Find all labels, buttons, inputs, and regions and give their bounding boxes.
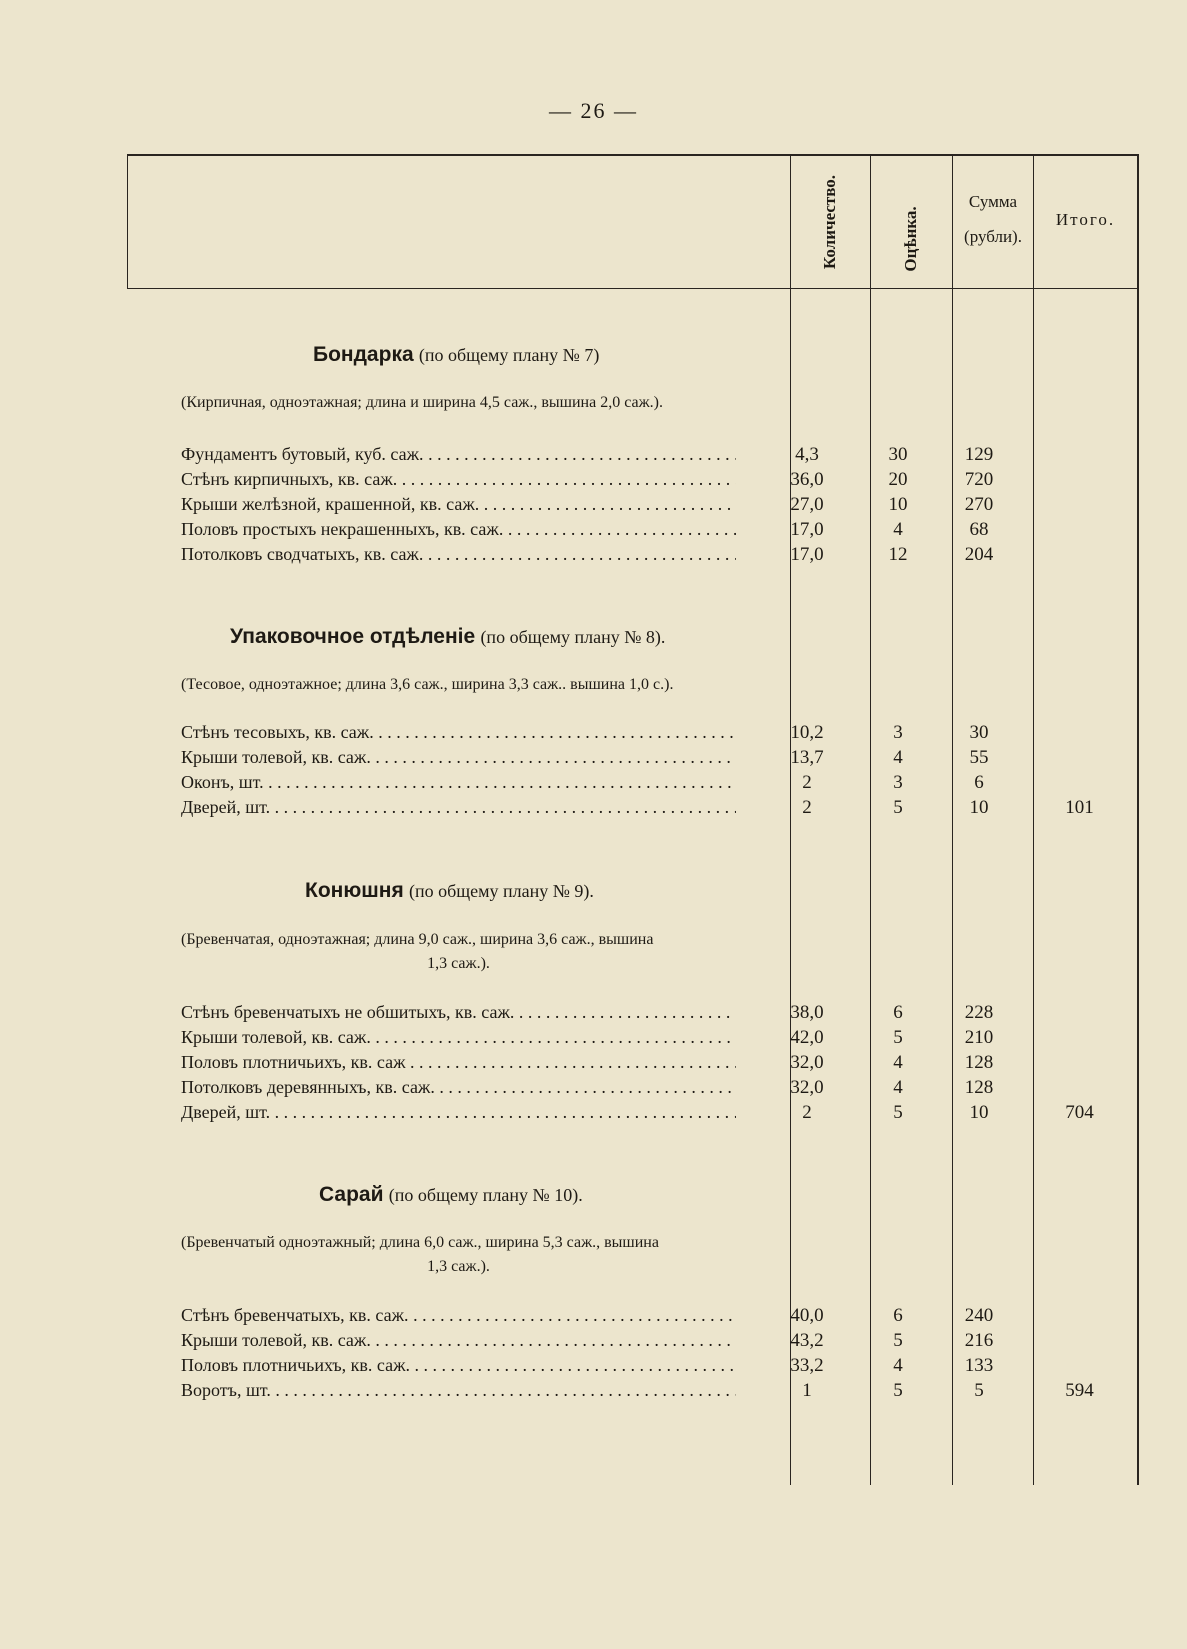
row-qty: 17,0 [790, 544, 824, 565]
row-rate: 5 [893, 1380, 903, 1401]
section-description: (Бревенчатая, одноэтажная; длина 9,0 саж., ширина 3,6 саж., вышина [181, 931, 654, 948]
row-rate: 6 [893, 1305, 903, 1326]
table-row [127, 544, 1139, 569]
row-rate: 4 [893, 1355, 903, 1376]
row-rate: 3 [893, 722, 903, 743]
row-qty: 42,0 [790, 1027, 824, 1048]
row-qty: 36,0 [790, 469, 824, 490]
row-sum: 68 [969, 519, 989, 540]
row-rate: 5 [893, 1102, 903, 1123]
estimate-table [127, 154, 1139, 1485]
header-quantity: Количество. [820, 174, 839, 270]
row-sum: 10 [969, 1102, 989, 1123]
table-left-border [127, 154, 128, 288]
row-rate: 5 [893, 1330, 903, 1351]
row-label: Половъ плотничьихъ, кв. саж. . . . [181, 1355, 736, 1376]
row-label: Оконъ, шт. . . . [181, 772, 736, 793]
row-total: 101 [1065, 797, 1094, 818]
table-row [127, 1052, 1139, 1077]
row-rate: 12 [888, 544, 908, 565]
section-name: Конюшня [305, 879, 404, 902]
row-rate: 4 [893, 1052, 903, 1073]
table-row [127, 1077, 1139, 1102]
section-name: Бондарка [313, 343, 414, 366]
row-rate: 4 [893, 519, 903, 540]
row-sum: 10 [969, 797, 989, 818]
row-qty: 38,0 [790, 1002, 824, 1023]
section-title [319, 1182, 583, 1207]
row-rate: 5 [893, 797, 903, 818]
table-row [127, 1355, 1139, 1380]
row-sum: 270 [964, 494, 994, 515]
table-row [127, 1330, 1139, 1355]
table-row [127, 747, 1139, 772]
row-qty: 2 [802, 797, 812, 818]
row-sum: 5 [974, 1380, 984, 1401]
row-label: Крыши толевой, кв. саж. . . . [181, 1027, 736, 1048]
row-rate: 3 [893, 772, 903, 793]
row-sum: 128 [964, 1077, 994, 1098]
row-sum: 720 [964, 469, 994, 490]
row-sum: 6 [974, 772, 984, 793]
row-sum: 228 [964, 1002, 994, 1023]
section-plan: (по общему плану № 10). [388, 1185, 583, 1205]
row-qty: 17,0 [790, 519, 824, 540]
row-label: Крыши желѣзной, крашенной, кв. саж. . . . [181, 494, 736, 515]
row-qty: 27,0 [790, 494, 824, 515]
row-sum: 133 [964, 1355, 994, 1376]
section-plan: (по общему плану № 9). [408, 881, 594, 901]
row-label: Половъ плотничьихъ, кв. саж . . . [181, 1052, 736, 1073]
table-row [127, 444, 1139, 469]
row-label: Стѣнъ тесовыхъ, кв. саж. . . . [181, 722, 736, 743]
row-label: Фундаментъ бутовый, куб. саж. . . . [181, 444, 736, 465]
row-sum: 240 [964, 1305, 994, 1326]
table-row [127, 1002, 1139, 1027]
row-label: Стѣнъ бревенчатыхъ, кв. саж. . . . [181, 1305, 736, 1326]
row-qty: 10,2 [790, 722, 824, 743]
row-qty: 2 [802, 1102, 812, 1123]
table-row [127, 797, 1139, 822]
header-valuation: Оцѣнка. [901, 206, 920, 272]
section-name: Сарай [319, 1183, 384, 1206]
row-total: 704 [1065, 1102, 1094, 1123]
row-qty: 2 [802, 772, 812, 793]
row-qty: 33,2 [790, 1355, 824, 1376]
row-total: 594 [1065, 1380, 1094, 1401]
row-rate: 5 [893, 1027, 903, 1048]
section-plan: (по общему плану № 8). [480, 627, 666, 647]
row-label: Крыши толевой, кв. саж. . . . [181, 1330, 736, 1351]
table-row [127, 469, 1139, 494]
table-row [127, 494, 1139, 519]
row-rate: 20 [888, 469, 908, 490]
table-top-border [127, 154, 1139, 156]
row-qty: 1 [802, 1380, 812, 1401]
row-qty: 40,0 [790, 1305, 824, 1326]
section-plan: (по общему плану № 7) [418, 345, 600, 365]
table-row [127, 1102, 1139, 1127]
header-sum-line2: (рубли). [964, 227, 1022, 246]
table-row [127, 772, 1139, 797]
row-sum: 129 [964, 444, 994, 465]
table-row [127, 1027, 1139, 1052]
section-description-cont: 1,3 саж.). [427, 955, 490, 972]
row-sum: 30 [969, 722, 989, 743]
table-row [127, 1380, 1139, 1405]
row-rate: 6 [893, 1002, 903, 1023]
row-sum: 55 [969, 747, 989, 768]
row-label: Потолковъ сводчатыхъ, кв. саж. . . . [181, 544, 736, 565]
row-qty: 13,7 [790, 747, 824, 768]
row-sum: 128 [964, 1052, 994, 1073]
section-description: (Кирпичная, одноэтажная; длина и ширина 4,5 саж., вышина 2,0 саж.). [181, 394, 663, 411]
row-label: Крыши толевой, кв. саж. . . . [181, 747, 736, 768]
section-name: Упаковочное отдѣленіе [230, 625, 476, 648]
header-total: Итого. [1055, 210, 1116, 229]
row-label: Стѣнъ кирпичныхъ, кв. саж. . . . [181, 469, 736, 490]
row-rate: 4 [893, 747, 903, 768]
row-rate: 30 [888, 444, 908, 465]
row-qty: 4,3 [795, 444, 819, 465]
row-rate: 10 [888, 494, 908, 515]
table-row [127, 519, 1139, 544]
row-qty: 43,2 [790, 1330, 824, 1351]
section-title [230, 624, 665, 649]
section-title [305, 878, 594, 903]
table-row [127, 1305, 1139, 1330]
section-title [313, 342, 599, 367]
header-bottom-border [127, 288, 1139, 289]
table-row [127, 722, 1139, 747]
row-label: Потолковъ деревянныхъ, кв. саж. . . . [181, 1077, 736, 1098]
section-description-cont: 1,3 саж.). [427, 1258, 490, 1275]
row-label: Воротъ, шт. . . . [181, 1380, 736, 1401]
header-sum-line1: Сумма [968, 192, 1018, 211]
section-description: (Бревенчатый одноэтажный; длина 6,0 саж., ширина 5,3 саж., вышина [181, 1234, 659, 1251]
row-qty: 32,0 [790, 1077, 824, 1098]
row-rate: 4 [893, 1077, 903, 1098]
row-sum: 204 [964, 544, 994, 565]
row-sum: 210 [964, 1027, 994, 1048]
section-description: (Тесовое, одноэтажное; длина 3,6 саж., ширина 3,3 саж.. вышина 1,0 с.). [181, 676, 674, 693]
row-label: Половъ простыхъ некрашенныхъ, кв. саж. . . . [181, 519, 736, 540]
row-sum: 216 [964, 1330, 994, 1351]
page-number: — 26 — [549, 98, 638, 123]
row-label: Дверей, шт. . . . [181, 797, 736, 818]
row-qty: 32,0 [790, 1052, 824, 1073]
row-label: Стѣнъ бревенчатыхъ не обшитыхъ, кв. саж. . . . [181, 1002, 736, 1023]
row-label: Дверей, шт. . . . [181, 1102, 736, 1123]
